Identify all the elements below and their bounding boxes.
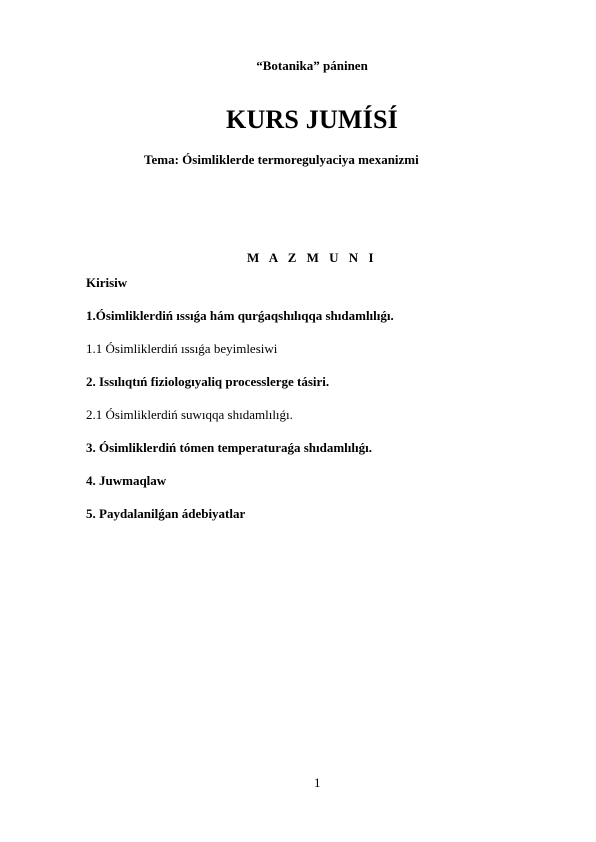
toc-item-references: 5. Paydalanilǵan ádebiyatlar (86, 506, 246, 521)
course-subject: “Botanika” páninen (256, 58, 368, 73)
toc-item-2: 2. Issılıqtıń fiziologıyaliq processlerge tásiri. (86, 374, 330, 389)
table-of-contents (86, 275, 394, 539)
document-theme: Tema: Ósimliklerde termoregulyaciya mexanizmi (144, 152, 419, 167)
toc-item-2-1: 2.1 Ósimliklerdiń suwıqqa shıdamlılıǵı. (86, 407, 293, 422)
toc-heading: M A Z M U N I (247, 250, 377, 265)
toc-item-1-1: 1.1 Ósimliklerdiń ıssıǵa beyimlesiwi (86, 341, 278, 356)
toc-item-3: 3. Ósimliklerdiń tómen temperaturaǵa shıdamlılıǵı. (86, 440, 372, 455)
toc-item-1: 1.Ósimliklerdiń ıssıǵa hám qurǵaqshılıqqa shıdamlılıǵı. (86, 308, 394, 323)
toc-item-introduction: Kirisiw (86, 275, 128, 290)
document-title: KURS JUMÍSÍ (226, 105, 398, 134)
toc-item-conclusion: 4. Juwmaqlaw (86, 473, 167, 488)
page-number: 1 (314, 775, 321, 790)
